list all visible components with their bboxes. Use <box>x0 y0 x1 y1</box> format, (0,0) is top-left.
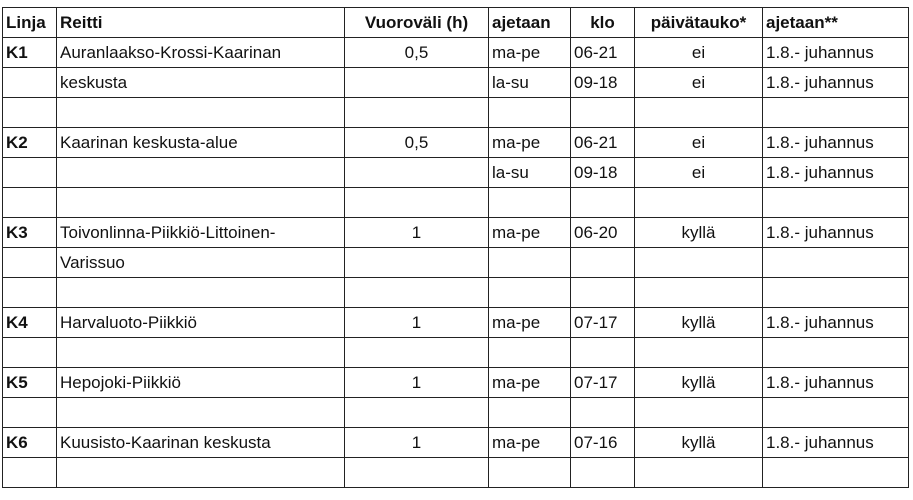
cell-ajetaan: ma-pe <box>489 428 571 458</box>
table-row <box>3 98 909 128</box>
cell-ajetaan-kausi <box>763 98 909 128</box>
cell-klo: 06-20 <box>571 218 635 248</box>
cell-ajetaan <box>489 338 571 368</box>
cell-paivatauko <box>635 338 763 368</box>
cell-paivatauko: kyllä <box>635 428 763 458</box>
cell-ajetaan: la-su <box>489 68 571 98</box>
cell-linja: K6 <box>3 428 57 458</box>
cell-ajetaan-kausi <box>763 188 909 218</box>
cell-reitti <box>57 188 345 218</box>
cell-klo: 09-18 <box>571 68 635 98</box>
cell-vuorovali: 0,5 <box>345 38 489 68</box>
cell-linja: K3 <box>3 218 57 248</box>
cell-klo <box>571 188 635 218</box>
header-vuorovali: Vuoroväli (h) <box>345 8 489 38</box>
cell-vuorovali <box>345 98 489 128</box>
cell-ajetaan-kausi: 1.8.- juhannus <box>763 368 909 398</box>
cell-reitti: Toivonlinna-Piikkiö-Littoinen- <box>57 218 345 248</box>
cell-ajetaan-kausi: 1.8.- juhannus <box>763 38 909 68</box>
cell-reitti <box>57 458 345 488</box>
cell-paivatauko <box>635 458 763 488</box>
cell-klo: 09-18 <box>571 158 635 188</box>
cell-klo: 07-17 <box>571 308 635 338</box>
cell-vuorovali: 1 <box>345 218 489 248</box>
cell-linja <box>3 158 57 188</box>
cell-ajetaan-kausi <box>763 338 909 368</box>
cell-vuorovali: 0,5 <box>345 128 489 158</box>
table-row <box>3 188 909 218</box>
cell-reitti <box>57 338 345 368</box>
cell-klo <box>571 248 635 278</box>
cell-ajetaan <box>489 278 571 308</box>
table-row <box>3 278 909 308</box>
table-row <box>3 68 909 98</box>
cell-vuorovali: 1 <box>345 428 489 458</box>
cell-vuorovali <box>345 188 489 218</box>
cell-reitti: Kuusisto-Kaarinan keskusta <box>57 428 345 458</box>
cell-paivatauko: kyllä <box>635 308 763 338</box>
table-row <box>3 338 909 368</box>
table-row <box>3 158 909 188</box>
cell-ajetaan-kausi <box>763 398 909 428</box>
table-row <box>3 308 909 338</box>
cell-vuorovali <box>345 338 489 368</box>
table-row <box>3 248 909 278</box>
cell-reitti: Kaarinan keskusta-alue <box>57 128 345 158</box>
cell-klo <box>571 398 635 428</box>
header-linja: Linja <box>3 8 57 38</box>
cell-ajetaan: la-su <box>489 158 571 188</box>
table-row <box>3 458 909 488</box>
table-row <box>3 128 909 158</box>
header-paivatauko: päivätauko* <box>635 8 763 38</box>
cell-klo: 07-16 <box>571 428 635 458</box>
cell-reitti <box>57 98 345 128</box>
cell-ajetaan <box>489 458 571 488</box>
cell-ajetaan: ma-pe <box>489 368 571 398</box>
cell-klo <box>571 338 635 368</box>
table-row <box>3 428 909 458</box>
cell-paivatauko: ei <box>635 128 763 158</box>
cell-paivatauko: kyllä <box>635 218 763 248</box>
header-klo: klo <box>571 8 635 38</box>
cell-linja <box>3 338 57 368</box>
header-reitti: Reitti <box>57 8 345 38</box>
cell-vuorovali <box>345 398 489 428</box>
cell-reitti: Varissuo <box>57 248 345 278</box>
cell-ajetaan-kausi: 1.8.- juhannus <box>763 68 909 98</box>
cell-vuorovali <box>345 158 489 188</box>
cell-ajetaan-kausi: 1.8.- juhannus <box>763 128 909 158</box>
cell-linja <box>3 248 57 278</box>
cell-klo: 06-21 <box>571 38 635 68</box>
cell-klo: 06-21 <box>571 128 635 158</box>
cell-linja: K4 <box>3 308 57 338</box>
cell-ajetaan-kausi <box>763 248 909 278</box>
cell-ajetaan <box>489 188 571 218</box>
table-row <box>3 398 909 428</box>
cell-ajetaan-kausi: 1.8.- juhannus <box>763 218 909 248</box>
cell-linja <box>3 98 57 128</box>
cell-klo: 07-17 <box>571 368 635 398</box>
table-row <box>3 368 909 398</box>
cell-linja <box>3 278 57 308</box>
table-row <box>3 218 909 248</box>
cell-ajetaan <box>489 98 571 128</box>
cell-vuorovali <box>345 68 489 98</box>
header-row <box>3 8 909 38</box>
cell-vuorovali: 1 <box>345 368 489 398</box>
cell-paivatauko <box>635 398 763 428</box>
cell-paivatauko: ei <box>635 68 763 98</box>
cell-ajetaan: ma-pe <box>489 38 571 68</box>
cell-vuorovali: 1 <box>345 308 489 338</box>
cell-ajetaan-kausi: 1.8.- juhannus <box>763 158 909 188</box>
cell-linja <box>3 458 57 488</box>
cell-vuorovali <box>345 278 489 308</box>
cell-ajetaan-kausi: 1.8.- juhannus <box>763 428 909 458</box>
cell-reitti: Harvaluoto-Piikkiö <box>57 308 345 338</box>
cell-linja: K5 <box>3 368 57 398</box>
cell-linja <box>3 188 57 218</box>
cell-ajetaan: ma-pe <box>489 308 571 338</box>
cell-ajetaan <box>489 398 571 428</box>
cell-reitti <box>57 398 345 428</box>
cell-ajetaan-kausi: 1.8.- juhannus <box>763 308 909 338</box>
cell-ajetaan: ma-pe <box>489 128 571 158</box>
cell-reitti: Hepojoki-Piikkiö <box>57 368 345 398</box>
schedule-table <box>2 7 909 488</box>
cell-vuorovali <box>345 248 489 278</box>
cell-vuorovali <box>345 458 489 488</box>
table-row <box>3 38 909 68</box>
cell-linja: K2 <box>3 128 57 158</box>
cell-reitti: Auranlaakso-Krossi-Kaarinan <box>57 38 345 68</box>
cell-paivatauko <box>635 248 763 278</box>
cell-paivatauko: ei <box>635 38 763 68</box>
cell-reitti: keskusta <box>57 68 345 98</box>
cell-ajetaan <box>489 248 571 278</box>
cell-paivatauko <box>635 188 763 218</box>
cell-klo <box>571 98 635 128</box>
header-ajetaan: ajetaan <box>489 8 571 38</box>
cell-linja <box>3 398 57 428</box>
cell-ajetaan-kausi <box>763 458 909 488</box>
cell-paivatauko <box>635 278 763 308</box>
cell-linja: K1 <box>3 38 57 68</box>
cell-klo <box>571 458 635 488</box>
cell-klo <box>571 278 635 308</box>
cell-paivatauko <box>635 98 763 128</box>
cell-paivatauko: kyllä <box>635 368 763 398</box>
cell-reitti <box>57 158 345 188</box>
cell-paivatauko: ei <box>635 158 763 188</box>
cell-linja <box>3 68 57 98</box>
cell-ajetaan-kausi <box>763 278 909 308</box>
header-ajetaan-kausi: ajetaan** <box>763 8 909 38</box>
cell-reitti <box>57 278 345 308</box>
cell-ajetaan: ma-pe <box>489 218 571 248</box>
